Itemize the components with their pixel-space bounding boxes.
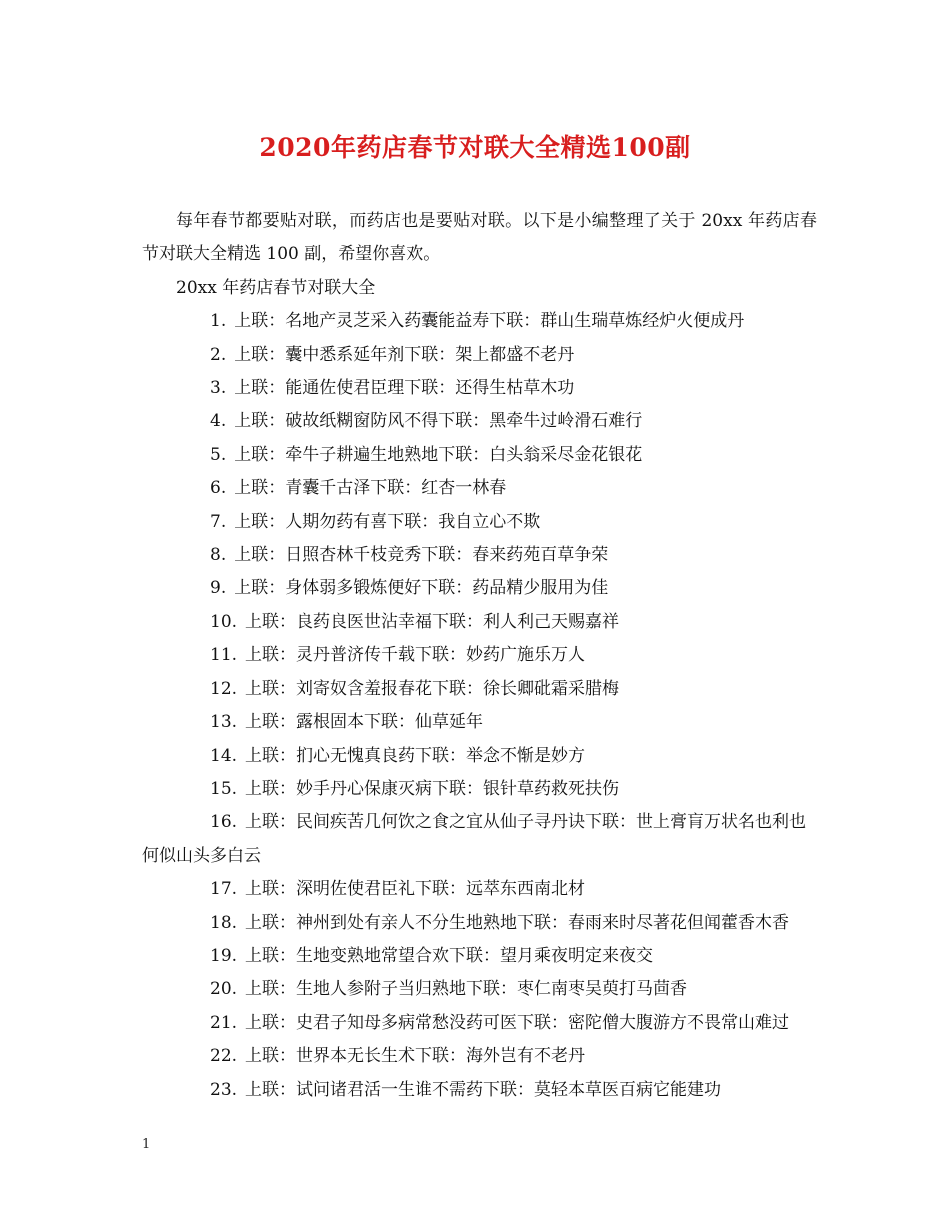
item-text: 上联：生地人参附子当归熟地下联：枣仁南枣吴萸打马茴香: [245, 979, 688, 1000]
list-item: [142, 572, 817, 605]
list-item: [142, 740, 817, 773]
item-number: 8.: [210, 545, 227, 566]
list-item: [142, 706, 817, 739]
item-text: 上联：破故纸糊窗防风不得下联：黑牵牛过岭滑石难行: [234, 411, 643, 432]
item-text: 上联：青囊千古泽下联：红杏一林春: [234, 478, 507, 499]
list-item: [142, 907, 817, 940]
item-number: 15.: [210, 778, 238, 799]
document-body: [142, 205, 817, 1107]
item-number: 13.: [210, 712, 238, 733]
intro-paragraph: 每年春节都要贴对联，而药店也是要贴对联。以下是小编整理了关于 20xx 年药店春节对联大全精选 100 副，希望你喜欢。: [142, 211, 817, 265]
item-text: 上联：神州到处有亲人不分生地熟地下联：春雨来时尽著花但闻藿香木香: [245, 912, 790, 933]
list-item: [142, 372, 817, 405]
item-number: 5.: [210, 444, 227, 465]
page-number: 1: [142, 1137, 151, 1152]
item-number: 3.: [210, 378, 227, 399]
item-number: 22.: [210, 1046, 238, 1067]
couplet-list: [142, 305, 817, 1107]
list-item: [142, 506, 817, 539]
item-number: 6.: [210, 478, 227, 499]
item-number: 4.: [210, 411, 227, 432]
section-heading: 20xx 年药店春节对联大全: [176, 277, 376, 298]
item-number: 21.: [210, 1012, 238, 1033]
item-text: 上联：扪心无愧真良药下联：举念不惭是妙方: [245, 745, 586, 766]
item-number: 12.: [210, 678, 238, 699]
item-text: 上联：刘寄奴含羞报春花下联：徐长卿砒霜采腊梅: [245, 678, 620, 699]
document-title: 2020年药店春节对联大全精选100副: [259, 133, 691, 162]
item-number: 10.: [210, 611, 238, 632]
list-item: [142, 439, 817, 472]
item-number: 18.: [210, 912, 238, 933]
item-text: 上联：良药良医世沾幸福下联：利人利己天赐嘉祥: [245, 611, 620, 632]
list-item: [142, 606, 817, 639]
item-text: 上联：灵丹普济传千载下联：妙药广施乐万人: [245, 645, 586, 666]
list-item: [142, 806, 817, 873]
item-text: 上联：身体弱多锻炼便好下联：药品精少服用为佳: [234, 578, 609, 599]
item-text: 上联：生地变熟地常望合欢下联：望月乘夜明定来夜交: [245, 945, 654, 966]
item-number: 19.: [210, 945, 238, 966]
item-number: 14.: [210, 745, 238, 766]
list-item: [142, 305, 817, 338]
list-item: [142, 673, 817, 706]
list-item: [142, 973, 817, 1006]
item-text: 上联：囊中悉系延年剂下联：架上都盛不老丹: [234, 344, 575, 365]
item-text: 上联：试问诸君活一生谁不需药下联：莫轻本草医百病它能建功: [245, 1079, 722, 1100]
item-text: 上联：深明佐使君臣礼下联：远萃东西南北材: [245, 879, 586, 900]
item-number: 2.: [210, 344, 227, 365]
list-item: [142, 539, 817, 572]
list-item: [142, 339, 817, 372]
item-number: 17.: [210, 879, 238, 900]
item-number: 16.: [210, 812, 238, 833]
item-number: 1.: [210, 311, 227, 332]
list-item: [142, 873, 817, 906]
list-item: [142, 472, 817, 505]
list-item: [142, 940, 817, 973]
item-text: 上联：民间疾苦几何饮之食之宜从仙子寻丹诀下联：世上膏肓万状名也利也何似山头多白云: [142, 812, 807, 866]
list-item: [142, 405, 817, 438]
item-text: 上联：世界本无长生术下联：海外岂有不老丹: [245, 1046, 586, 1067]
item-number: 9.: [210, 578, 227, 599]
item-number: 20.: [210, 979, 238, 1000]
item-number: 7.: [210, 511, 227, 532]
list-item: [142, 1074, 817, 1107]
item-text: 上联：名地产灵芝采入药囊能益寿下联：群山生瑞草炼经炉火便成丹: [234, 311, 745, 332]
list-item: [142, 639, 817, 672]
item-number: 11.: [210, 645, 238, 666]
item-text: 上联：露根固本下联：仙草延年: [245, 712, 484, 733]
list-item: [142, 773, 817, 806]
list-item: [142, 1007, 817, 1040]
item-number: 23.: [210, 1079, 238, 1100]
list-item: [142, 1040, 817, 1073]
item-text: 上联：牵牛子耕遍生地熟地下联：白头翁采尽金花银花: [234, 444, 643, 465]
item-text: 上联：妙手丹心保康灭病下联：银针草药救死扶伤: [245, 778, 620, 799]
item-text: 上联：能通佐使君臣理下联：还得生枯草木功: [234, 378, 575, 399]
item-text: 上联：人期勿药有喜下联：我自立心不欺: [234, 511, 541, 532]
item-text: 上联：日照杏林千枝竞秀下联：春来药苑百草争荣: [234, 545, 609, 566]
item-text: 上联：史君子知母多病常愁没药可医下联：密陀僧大腹游方不畏常山难过: [245, 1012, 790, 1033]
